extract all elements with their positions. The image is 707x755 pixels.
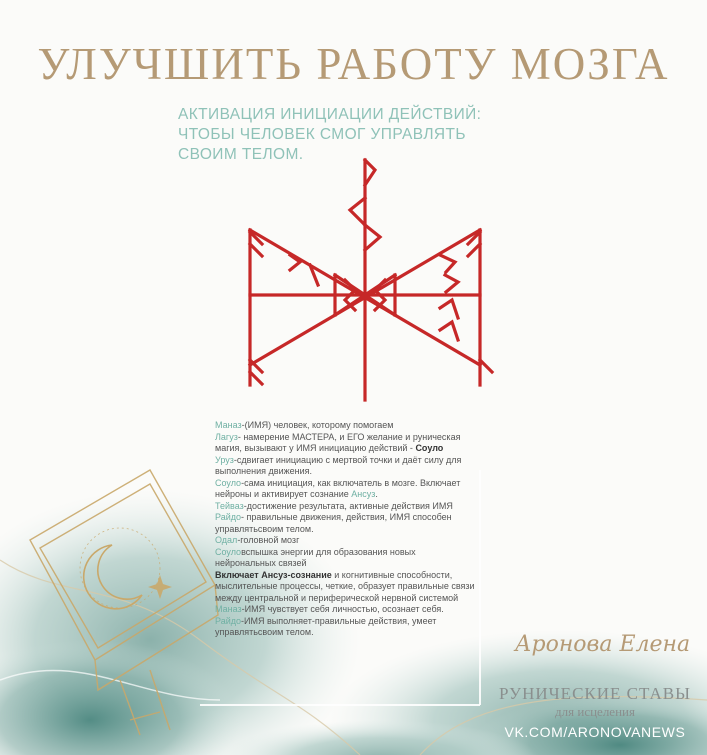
rune-name: Райдо — [215, 512, 241, 522]
brand-subtitle: для исцеления — [555, 704, 635, 719]
description-line — [215, 432, 545, 444]
rune-name: Лагуз — [215, 431, 238, 442]
description-text: -сама инициация, как включатель в мозге. Включает — [241, 477, 461, 488]
subtitle-line: АКТИВАЦИЯ ИНИЦИАЦИИ ДЕЙСТВИЙ: — [178, 106, 482, 123]
subtitle-line: СВОИМ ТЕЛОМ. — [178, 146, 304, 163]
rune-name: Райдо — [215, 615, 241, 626]
description-text: нейрональных связей — [215, 558, 307, 568]
rune-name: Маназ — [215, 604, 242, 614]
description-line — [215, 604, 545, 616]
description-line — [215, 489, 545, 501]
description-line — [215, 455, 545, 467]
description-line — [215, 593, 545, 605]
description-text: -(ИМЯ) человек, которому помогаем — [241, 420, 394, 430]
page-title: УЛУЧШИТЬ РАБОТУ МОЗГА — [37, 39, 670, 89]
rune-name: Тейваз — [215, 500, 244, 511]
rune-name: Уруз — [215, 454, 234, 465]
description-text: - намерение МАСТЕРА, и ЕГО желание и руническая — [237, 431, 461, 442]
rune-description — [215, 420, 545, 639]
description-line — [215, 558, 545, 570]
description-text: -ИМЯ чувствует себя личностью, осознает себя. — [241, 604, 444, 614]
description-line — [215, 524, 545, 536]
rune-name: Одал — [215, 535, 238, 545]
description-line — [215, 466, 545, 478]
author-signature: Аронова Елена — [514, 632, 691, 657]
rune-name: Соуло — [215, 477, 242, 488]
description-line — [215, 501, 545, 513]
description-line — [215, 420, 545, 432]
description-text: -сдвигает инициацию с мертвой точки и даёт силу для — [233, 454, 462, 465]
description-line — [215, 478, 545, 490]
description-text: -головной мозг — [237, 535, 300, 545]
description-text: выполнения движения. — [215, 466, 312, 476]
description-text: управлятьсвоим телом. — [215, 627, 314, 637]
description-line — [215, 581, 545, 593]
description-line — [215, 627, 545, 639]
description-text: и когнитивные способности, — [331, 569, 453, 580]
description-line — [215, 512, 545, 524]
description-text: -ИМЯ выполняет-правильные действия, умеет — [241, 615, 437, 626]
description-text: нейроны и активирует сознание — [215, 489, 352, 499]
description-text: мыслительные процессы, четкие, образует правильные связи — [215, 581, 475, 591]
description-text: - правильные движения, действия, ИМЯ способен — [241, 512, 452, 522]
description-line — [215, 547, 545, 559]
description-line — [215, 616, 545, 628]
description-line — [215, 443, 545, 455]
description-text: между центральной и периферической нервной системой — [215, 592, 459, 603]
description-line — [215, 570, 545, 582]
brand-title: РУНИЧЕСКИЕ СТАВЫ — [499, 684, 691, 703]
description-text: Соуло — [415, 443, 444, 453]
description-text: Включает Ансуз-сознание — [215, 569, 332, 580]
rune-name: Соуло — [215, 546, 242, 557]
description-text: управлятьсвоим телом. — [215, 523, 314, 534]
rune-name: Маназ — [215, 420, 242, 430]
description-text: . — [375, 489, 378, 499]
description-text: вспышка энергии для образования новых — [241, 546, 416, 557]
description-line — [215, 535, 545, 547]
subtitle-line: ЧТОБЫ ЧЕЛОВЕК СМОГ УПРАВЛЯТЬ — [178, 126, 466, 143]
vk-link[interactable]: VK.COM/ARONOVANEWS — [504, 724, 686, 740]
description-text: магия, вызывают у ИМЯ инициацию действий - — [215, 443, 416, 453]
rune-name: Ансуз — [351, 489, 376, 499]
description-text: -достижение результата, активные действия ИМЯ — [243, 500, 453, 511]
